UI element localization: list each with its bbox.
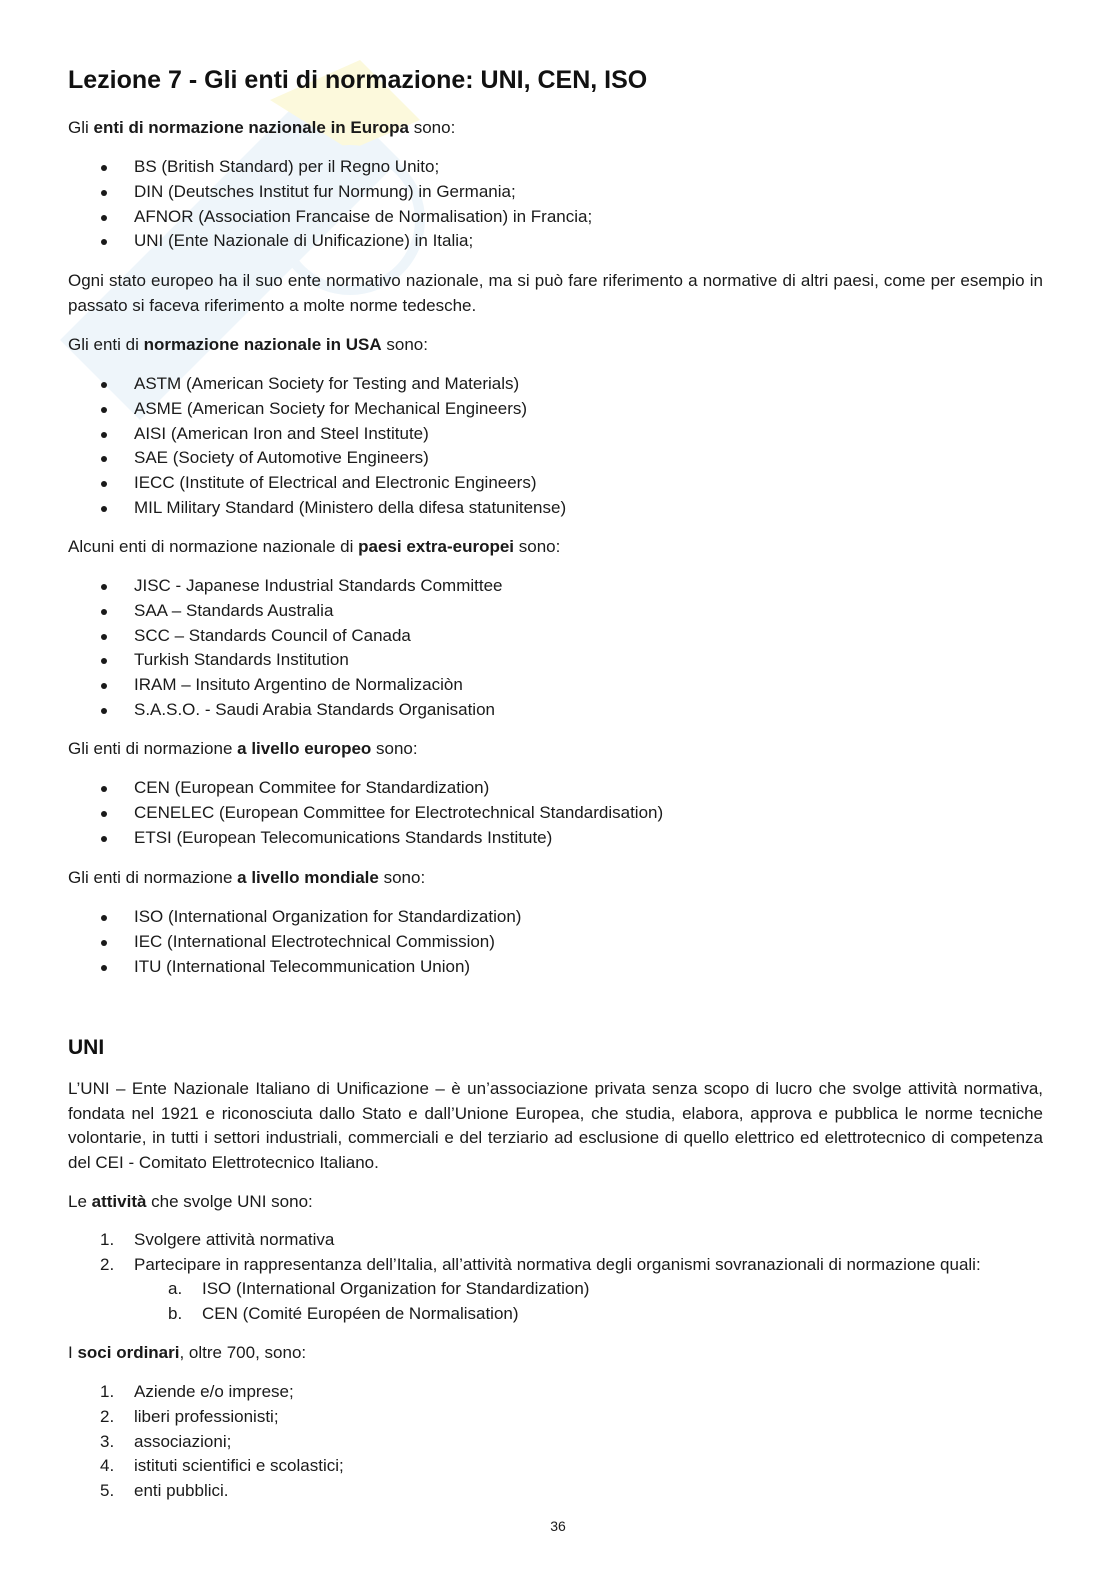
bullet-icon	[101, 940, 107, 946]
intro-activities: Le attività che svolge UNI sono:	[68, 1192, 313, 1211]
bullet-icon	[101, 915, 107, 921]
list-item: 2. Partecipare in rappresentanza dell’Italia, all’attività normativa degli organismi sovranazionali di normazione quali:	[100, 1254, 981, 1274]
bullet-icon	[101, 456, 107, 462]
list-world-level	[134, 905, 521, 979]
list-item: ETSI (European Telecomunications Standards Institute)	[134, 826, 663, 851]
list-item: 1. Aziende e/o imprese;	[100, 1382, 294, 1401]
list-item: SAA – Standards Australia	[134, 599, 503, 624]
bullet-icon	[101, 634, 107, 640]
list-item: 1. Svolgere attività normativa	[100, 1230, 335, 1249]
list-item: ASME (American Society for Mechanical Engineers)	[134, 397, 566, 422]
list-item: CEN (European Commitee for Standardization)	[134, 776, 663, 801]
bullet-icon	[101, 786, 107, 792]
list-item: AISI (American Iron and Steel Institute)	[134, 422, 566, 447]
list-item: 2. liberi professionisti;	[100, 1406, 279, 1426]
bullet-icon	[101, 811, 107, 817]
list-item: 5. enti pubblici.	[100, 1481, 229, 1501]
list-item: b. CEN (Comité Européen de Normalisation)	[168, 1303, 519, 1323]
bullet-icon	[101, 836, 107, 842]
bullet-icon	[101, 584, 107, 590]
list-item: IECC (Institute of Electrical and Electronic Engineers)	[134, 471, 566, 496]
page-number: 36	[550, 1518, 566, 1534]
list-item: CENELEC (European Committee for Electrotechnical Standardisation)	[134, 801, 663, 826]
list-item: DIN (Deutsches Institut fur Normung) in Germania;	[134, 180, 592, 205]
list-activities-sub	[168, 1277, 590, 1327]
bullet-icon	[101, 683, 107, 689]
list-item: S.A.S.O. - Saudi Arabia Standards Organisation	[134, 698, 503, 723]
list-item: SAE (Society of Automotive Engineers)	[134, 446, 566, 471]
list-item: Turkish Standards Institution	[134, 648, 503, 673]
bullet-icon	[101, 481, 107, 487]
list-national-europe	[134, 155, 592, 254]
list-item: ASTM (American Society for Testing and Materials)	[134, 372, 566, 397]
bullet-icon	[101, 407, 107, 413]
list-item: 4. istituti scientifici e scolastici;	[100, 1456, 344, 1476]
bullet-icon	[101, 190, 107, 196]
page-title: Lezione 7 - Gli enti di normazione: UNI, CEN, ISO	[68, 66, 648, 94]
paragraph-europe-note: Ogni stato europeo ha il suo ente normativo nazionale, ma si può fare riferimento a normative di altri paesi, come per esempio in passato si faceva riferimento a molte norme tedesche.	[68, 271, 1043, 315]
list-item: JISC - Japanese Industrial Standards Committee	[134, 574, 503, 599]
bullet-icon	[101, 658, 107, 664]
intro-extra-european: Alcuni enti di normazione nazionale di paesi extra-europei sono:	[68, 537, 561, 556]
bullet-icon	[101, 965, 107, 971]
section-heading-uni: UNI	[68, 1036, 105, 1059]
bullet-icon	[101, 165, 107, 171]
list-extra-european	[134, 574, 503, 723]
list-item: IEC (International Electrotechnical Commission)	[134, 930, 521, 955]
intro-national-usa: Gli enti di normazione nazionale in USA sono:	[68, 335, 428, 354]
paragraph-uni: L’UNI – Ente Nazionale Italiano di Unificazione – è un’associazione privata senza scopo di lucro che svolge attività normativa, fondata nel 1921 e riconosciuta dallo Stato e dall’Unione Europea, che studia, elabora, approva e pubblica le norme tecniche volontarie, in tutti i settori industriali, commerciali e del terziario ad esclusione di quello elettrico ed elettrotecnico di competenza del CEI - Comitato Elettrotecnico Italiano.	[68, 1079, 1043, 1172]
list-item: IRAM – Insituto Argentino de Normalizaciòn	[134, 673, 503, 698]
list-item: AFNOR (Association Francaise de Normalisation) in Francia;	[134, 205, 592, 230]
bullet-icon	[101, 609, 107, 615]
list-item: ISO (International Organization for Standardization)	[134, 905, 521, 930]
bullet-icon	[101, 215, 107, 221]
list-item: MIL Military Standard (Ministero della difesa statunitense)	[134, 496, 566, 521]
list-national-usa	[134, 372, 566, 521]
list-european-level	[134, 776, 663, 850]
list-members	[100, 1380, 344, 1504]
list-item: 3. associazioni;	[100, 1431, 232, 1451]
bullet-icon	[101, 239, 107, 245]
intro-european-level: Gli enti di normazione a livello europeo sono:	[68, 739, 418, 758]
list-item: BS (British Standard) per il Regno Unito;	[134, 155, 592, 180]
list-activities	[100, 1228, 981, 1278]
bullet-icon	[101, 432, 107, 438]
list-item: a. ISO (International Organization for Standardization)	[168, 1279, 590, 1298]
list-item: UNI (Ente Nazionale di Unificazione) in Italia;	[134, 229, 592, 254]
bullet-icon	[101, 506, 107, 512]
bullet-icon	[101, 708, 107, 714]
intro-national-europe: Gli enti di normazione nazionale in Europa sono:	[68, 118, 456, 137]
bullet-icon	[101, 382, 107, 388]
list-item: ITU (International Telecommunication Union)	[134, 955, 521, 980]
list-item: SCC – Standards Council of Canada	[134, 624, 503, 649]
intro-world-level: Gli enti di normazione a livello mondiale sono:	[68, 868, 426, 887]
intro-members: I soci ordinari, oltre 700, sono:	[68, 1343, 307, 1362]
